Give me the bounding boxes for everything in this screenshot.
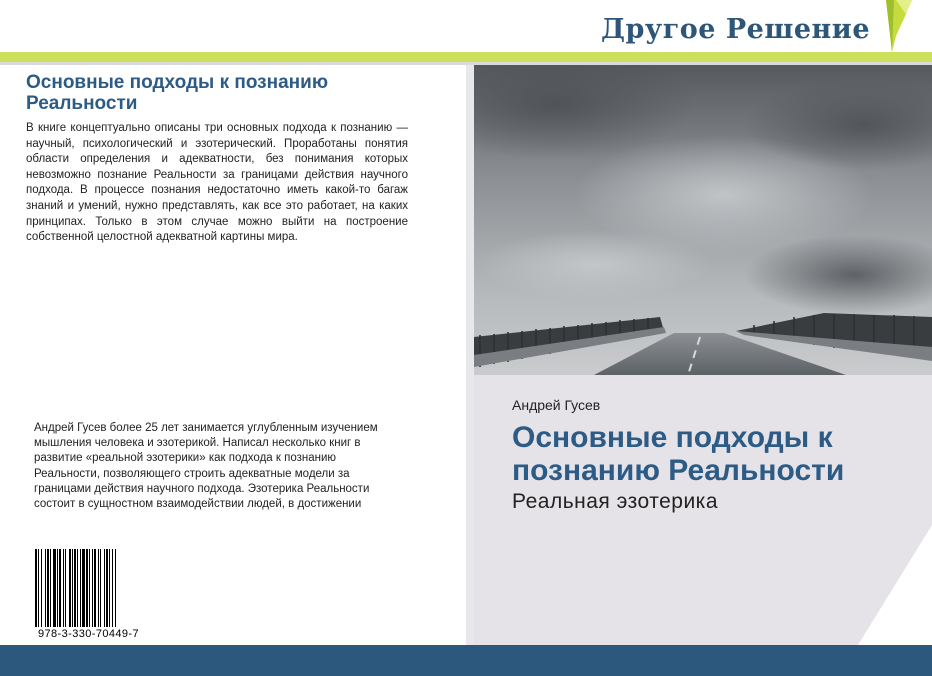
bottom-bar xyxy=(0,645,932,676)
top-header xyxy=(0,0,932,52)
author-bio: Андрей Гусев более 25 лет занимается углубленным изучением мышления человека и эзотерикой. Написал несколько книг в развитие «реальной эзотерики» как подхода к познанию Реальности, позволяющего строить адекватные модели за границами действия научного подхода. Эзотерика Реальности состоит в сущностном взаимодействии людей, в достижении xyxy=(34,422,378,511)
publisher-logo-text: Другое Решение xyxy=(601,14,870,45)
barcode xyxy=(34,549,172,629)
cover-author: Андрей Гусев xyxy=(512,397,601,413)
isbn-number: 978-3-330-70449-7 xyxy=(38,628,139,640)
spine-divider xyxy=(466,65,474,645)
cover-subtitle: Реальная эзотерика xyxy=(512,490,719,513)
publisher-logo-icon xyxy=(872,0,912,52)
lime-stripe xyxy=(0,52,932,62)
cover-photo-bridge xyxy=(474,65,932,375)
book-description: В книге концептуально описаны три основных подхода к познанию — научный, психологический и эзотерический. Проработаны понятия области определения и адекватности, без понимания которых невозможно познание Реальности за границами действия научного подхода. В процессе познания недостаточно иметь какой-то багаж знаний и умений, нужно представлять, как все это работает, на каких принципах. Только в этом случае можно выйти на построение собственной целостной адекватной картины мира. xyxy=(26,122,408,244)
cover-title: Основные подходы к познанию Реальности xyxy=(512,421,845,487)
back-cover-title: Основные подходы к познанию Реальности xyxy=(26,72,329,114)
